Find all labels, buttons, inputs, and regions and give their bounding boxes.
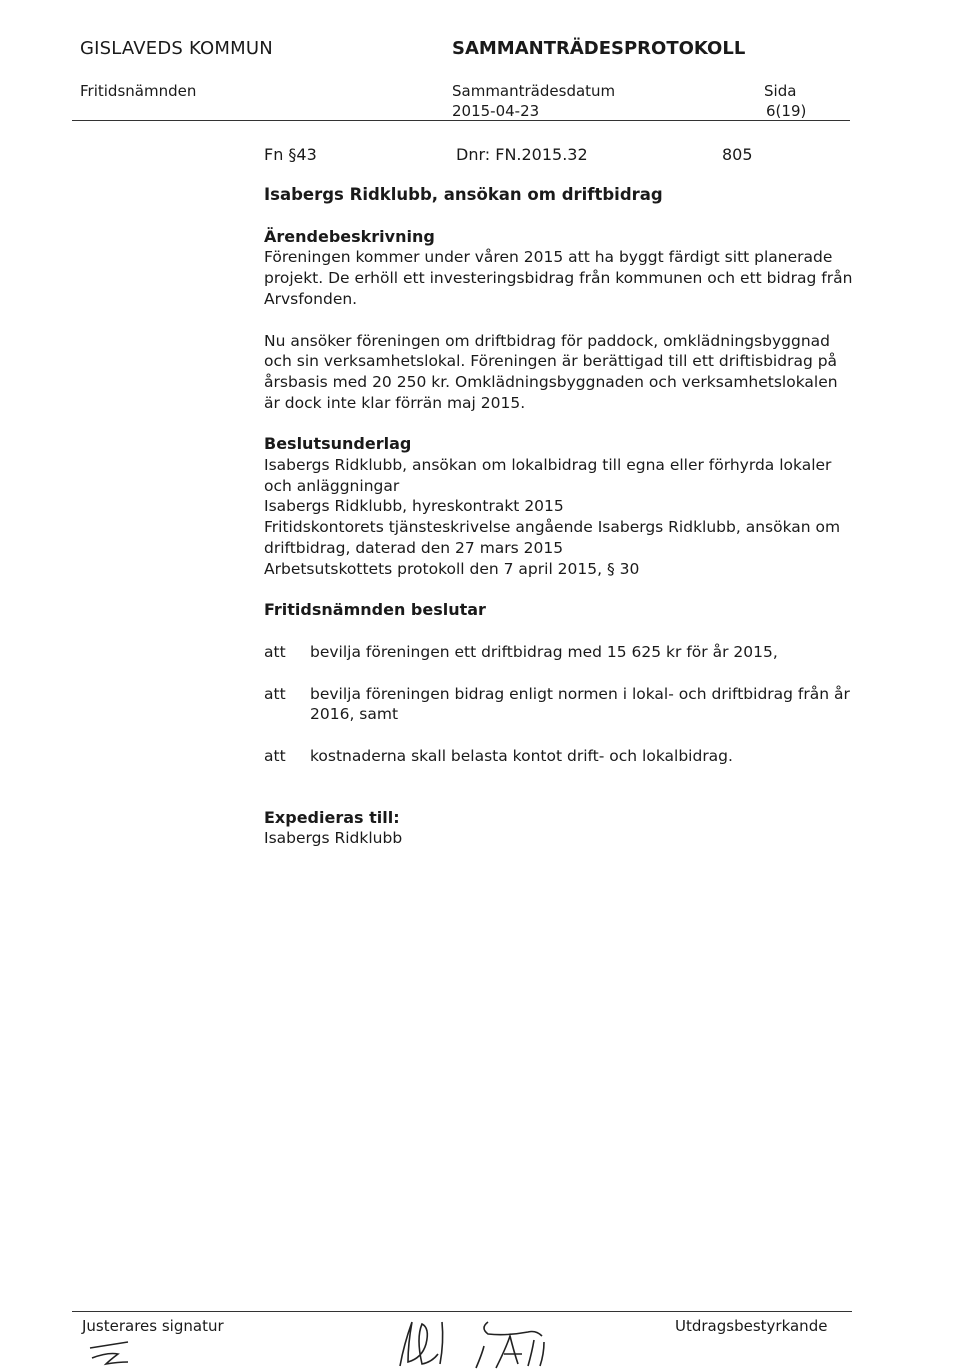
extract-certification-label: Utdragsbestyrkande xyxy=(675,1317,828,1335)
department: Fritidsnämnden xyxy=(80,82,197,100)
document-body xyxy=(264,180,854,849)
dispatch-heading: Expedieras till: xyxy=(264,807,400,827)
initials-signature-1 xyxy=(84,1338,144,1368)
initials-signature-2 xyxy=(382,1314,462,1370)
meeting-date: 2015-04-23 xyxy=(452,102,540,120)
decision-item xyxy=(264,642,854,663)
paragraph-number: Fn §43 xyxy=(264,145,317,164)
case-number: 805 xyxy=(722,145,753,164)
header-divider xyxy=(72,120,850,121)
footer-divider xyxy=(72,1311,852,1312)
decision-heading: Fritidsnämnden beslutar xyxy=(264,600,486,620)
description-paragraph: Nu ansöker föreningen om driftbidrag för paddock, omklädningsbyggnad och sin verksamhetslokal. Föreningen är berättigad till ett driftisbidrag på årsbasis med 20 250 kr. Omklädningsbyggnaden och verksamhetslokalen är dock inte klar förrän maj 2015. xyxy=(264,331,838,412)
page-label: Sida xyxy=(764,82,797,100)
page-number: 6(19) xyxy=(766,102,807,120)
organization-name: GISLAVEDS KOMMUN xyxy=(80,38,273,59)
decision-item xyxy=(264,684,854,725)
document-type: SAMMANTRÄDESPROTOKOLL xyxy=(452,38,746,59)
decision-text: bevilja föreningen bidrag enligt normen i lokal- och driftbidrag från år 2016, samt xyxy=(310,684,850,724)
adjuster-signature-label: Justerares signatur xyxy=(82,1317,224,1335)
decision-prefix: att xyxy=(264,684,286,703)
diary-number: Dnr: FN.2015.32 xyxy=(456,145,588,164)
decision-text: kostnaderna skall belasta kontot drift- och lokalbidrag. xyxy=(310,747,733,766)
meeting-date-label: Sammanträdesdatum xyxy=(452,82,616,100)
case-title: Isabergs Ridklubb, ansökan om driftbidrag xyxy=(264,185,663,204)
initials-signature-3 xyxy=(466,1314,550,1370)
decision-prefix: att xyxy=(264,642,286,661)
dispatch-recipient: Isabergs Ridklubb xyxy=(264,829,403,848)
basis-item: Fritidskontorets tjänsteskrivelse angående Isabergs Ridklubb, ansökan om driftbidrag, daterad den 27 mars 2015 xyxy=(264,518,841,557)
description-paragraph: Föreningen kommer under våren 2015 att ha byggt färdigt sitt planerade projekt. De erhöll ett investeringsbidrag från kommunen och ett bidrag från Arvsfonden. xyxy=(264,248,853,308)
decision-item xyxy=(264,746,854,767)
basis-item: Isabergs Ridklubb, ansökan om lokalbidrag till egna eller förhyrda lokaler och anläggningar xyxy=(264,456,832,495)
decision-prefix: att xyxy=(264,747,286,766)
description-heading: Ärendebeskrivning xyxy=(264,226,435,246)
basis-item: Arbetsutskottets protokoll den 7 april 2015, § 30 xyxy=(264,559,640,578)
basis-heading: Beslutsunderlag xyxy=(264,434,412,454)
basis-item: Isabergs Ridklubb, hyreskontrakt 2015 xyxy=(264,497,564,516)
decision-text: bevilja föreningen ett driftbidrag med 15 625 kr för år 2015, xyxy=(310,642,778,661)
